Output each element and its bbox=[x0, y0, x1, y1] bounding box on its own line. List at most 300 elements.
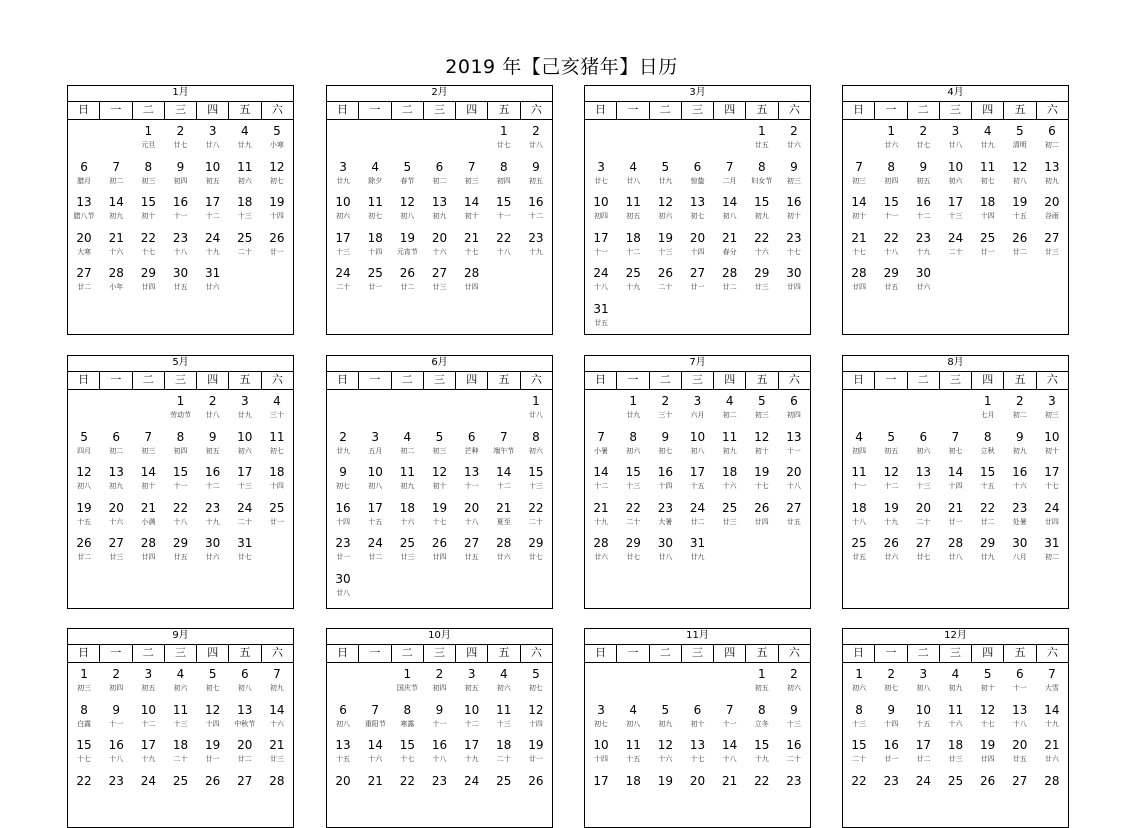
day-number: 4 bbox=[629, 702, 638, 717]
lunar-label: 五月 bbox=[368, 446, 383, 455]
day-number: 19 bbox=[76, 500, 92, 515]
day-number: 4 bbox=[855, 429, 863, 444]
day-number: 12 bbox=[657, 195, 673, 209]
lunar-label: 初五 bbox=[205, 176, 220, 185]
day-number: 20 bbox=[335, 773, 351, 788]
lunar-label: 元旦 bbox=[141, 141, 156, 149]
day-cell bbox=[617, 160, 649, 196]
lunar-label: 初三 bbox=[786, 176, 801, 185]
day-cell bbox=[261, 738, 293, 774]
day-number: 11 bbox=[979, 159, 996, 174]
lunar-label: 十三 bbox=[336, 247, 351, 256]
day-cell bbox=[875, 774, 907, 810]
day-cell bbox=[261, 394, 293, 430]
day-cell bbox=[391, 774, 423, 810]
day-cell bbox=[649, 195, 681, 231]
weekday-label: 三 bbox=[682, 102, 714, 119]
day-cell bbox=[843, 703, 875, 739]
day-cell bbox=[100, 231, 132, 267]
day-number: 15 bbox=[851, 738, 867, 752]
lunar-label: 十一 bbox=[464, 482, 479, 490]
lunar-label: 初二 bbox=[109, 176, 124, 185]
day-cell bbox=[261, 160, 293, 196]
day-number: 8 bbox=[532, 429, 540, 444]
day-number: 1 bbox=[983, 394, 992, 408]
day-cell bbox=[327, 501, 359, 537]
day-cell bbox=[164, 266, 196, 302]
day-cell bbox=[617, 465, 649, 501]
day-cell bbox=[488, 738, 520, 774]
day-number: 1 bbox=[887, 124, 896, 138]
lunar-label: 十四 bbox=[269, 212, 284, 220]
day-cell bbox=[875, 266, 907, 302]
lunar-label: 初五 bbox=[141, 684, 156, 692]
lunar-label: 十二 bbox=[205, 212, 220, 220]
weekday-header bbox=[327, 645, 552, 663]
day-number: 26 bbox=[883, 536, 899, 550]
lunar-label: 十三 bbox=[237, 482, 252, 490]
day-cell bbox=[746, 738, 778, 774]
day-cell bbox=[1004, 430, 1036, 466]
lunar-label: 十八 bbox=[109, 755, 124, 763]
weekday-label: 日 bbox=[843, 645, 875, 662]
day-number: 15 bbox=[979, 465, 996, 479]
lunar-label: 重阳节 bbox=[364, 719, 386, 728]
lunar-label: 初五 bbox=[205, 446, 220, 455]
weekday-label: 三 bbox=[424, 645, 456, 662]
day-cell bbox=[681, 536, 713, 572]
lunar-label: 初九 bbox=[1044, 176, 1059, 185]
day-cell bbox=[520, 738, 552, 774]
day-number: 3 bbox=[371, 429, 380, 444]
lunar-label: 初二 bbox=[1012, 411, 1027, 419]
day-cell bbox=[327, 536, 359, 572]
lunar-label: 十一 bbox=[852, 482, 867, 490]
lunar-label: 小年 bbox=[109, 283, 124, 291]
day-number: 24 bbox=[367, 536, 383, 550]
day-number: 5 bbox=[661, 159, 670, 174]
lunar-label: 大寒 bbox=[77, 247, 92, 256]
day-cell bbox=[261, 124, 293, 160]
lunar-label: 十九 bbox=[916, 247, 931, 256]
lunar-label: 初四 bbox=[496, 176, 511, 185]
lunar-label: 二十 bbox=[916, 517, 931, 526]
day-number: 10 bbox=[593, 195, 609, 209]
day-number: 24 bbox=[947, 230, 964, 245]
lunar-label: 十四 bbox=[980, 212, 995, 220]
day-number: 20 bbox=[108, 500, 124, 515]
day-number: 17 bbox=[593, 230, 609, 245]
day-number: 13 bbox=[76, 195, 92, 209]
day-number: 11 bbox=[625, 738, 641, 752]
lunar-label: 十五 bbox=[690, 482, 705, 490]
lunar-label: 十六 bbox=[432, 247, 447, 256]
lunar-label: 十二 bbox=[141, 719, 156, 728]
day-number: 5 bbox=[273, 124, 281, 138]
lunar-label: 初二 bbox=[1044, 141, 1059, 149]
day-number: 3 bbox=[693, 394, 702, 408]
day-cell bbox=[778, 394, 810, 430]
day-number: 7 bbox=[112, 159, 121, 174]
weekday-label: 二 bbox=[650, 372, 682, 389]
weekday-label: 四 bbox=[714, 102, 746, 119]
lunar-label: 初四 bbox=[432, 684, 447, 692]
day-number: 31 bbox=[204, 266, 221, 280]
day-number: 16 bbox=[786, 738, 802, 752]
day-cell bbox=[714, 394, 746, 430]
lunar-label: 初九 bbox=[400, 482, 415, 490]
day-cell bbox=[261, 703, 293, 739]
lunar-label: 初七 bbox=[269, 176, 284, 185]
day-number: 8 bbox=[176, 429, 185, 444]
lunar-label: 十九 bbox=[141, 755, 156, 763]
lunar-label: 廿四 bbox=[852, 283, 867, 291]
day-number: 24 bbox=[463, 773, 480, 788]
day-cell bbox=[1004, 738, 1036, 774]
lunar-label: 廿五 bbox=[786, 517, 801, 526]
month-title: 1月 bbox=[68, 86, 293, 102]
day-number: 12 bbox=[431, 465, 448, 479]
day-cell bbox=[68, 160, 100, 196]
weekday-label: 一 bbox=[100, 372, 132, 389]
lunar-label: 初十 bbox=[754, 446, 769, 455]
day-number: 8 bbox=[80, 702, 88, 717]
day-number: 18 bbox=[367, 230, 383, 245]
day-cell bbox=[746, 501, 778, 537]
day-cell bbox=[100, 195, 132, 231]
weekday-label: 六 bbox=[530, 646, 542, 659]
day-cell bbox=[617, 738, 649, 774]
day-cell bbox=[1004, 124, 1036, 160]
day-number: 18 bbox=[269, 465, 285, 479]
day-number: 30 bbox=[657, 536, 673, 550]
day-cell bbox=[423, 465, 455, 501]
lunar-label: 十七 bbox=[754, 482, 769, 490]
lunar-label: 十八 bbox=[496, 247, 511, 256]
lunar-label: 十三 bbox=[626, 482, 641, 490]
day-number: 2 bbox=[208, 394, 217, 408]
lunar-label: 初四 bbox=[594, 212, 609, 220]
day-number: 8 bbox=[887, 159, 896, 174]
lunar-label: 初七 bbox=[368, 212, 383, 220]
day-number: 9 bbox=[661, 429, 670, 444]
day-number: 6 bbox=[80, 159, 88, 174]
day-cell bbox=[681, 738, 713, 774]
lunar-label: 腊月 bbox=[77, 176, 92, 185]
day-number: 14 bbox=[496, 465, 512, 479]
day-cell bbox=[132, 231, 164, 267]
day-cell bbox=[939, 738, 971, 774]
day-cell bbox=[359, 266, 391, 302]
day-number: 12 bbox=[979, 702, 996, 717]
day-cell bbox=[197, 536, 229, 572]
weekday-label: 四 bbox=[714, 372, 746, 389]
lunar-label: 十七 bbox=[1044, 482, 1059, 490]
empty-cell bbox=[132, 394, 164, 430]
lunar-label: 十四 bbox=[948, 482, 963, 490]
lunar-label: 廿二 bbox=[77, 283, 92, 291]
day-cell bbox=[617, 501, 649, 537]
day-cell bbox=[197, 195, 229, 231]
day-cell bbox=[972, 160, 1004, 196]
day-number: 9 bbox=[435, 702, 444, 717]
weekday-label: 日 bbox=[585, 102, 617, 119]
lunar-label: 廿二 bbox=[722, 283, 737, 291]
day-cell bbox=[714, 501, 746, 537]
day-cell bbox=[875, 124, 907, 160]
day-number: 4 bbox=[403, 429, 412, 444]
day-number: 26 bbox=[76, 536, 92, 550]
day-number: 4 bbox=[371, 159, 380, 174]
day-number: 14 bbox=[721, 195, 738, 209]
day-number: 22 bbox=[140, 230, 156, 245]
lunar-label: 初十 bbox=[980, 684, 995, 692]
day-number: 30 bbox=[1012, 536, 1028, 550]
lunar-label: 廿七 bbox=[594, 176, 609, 185]
lunar-label: 十九 bbox=[594, 517, 609, 526]
day-number: 4 bbox=[951, 667, 960, 681]
day-cell bbox=[327, 738, 359, 774]
day-cell bbox=[261, 501, 293, 537]
weekday-label: 四 bbox=[456, 645, 488, 662]
day-cell bbox=[746, 703, 778, 739]
lunar-label: 初八 bbox=[400, 212, 415, 220]
day-cell bbox=[488, 703, 520, 739]
day-cell bbox=[456, 231, 488, 267]
day-cell bbox=[617, 536, 649, 572]
day-number: 24 bbox=[1044, 500, 1060, 515]
lunar-label: 十七 bbox=[464, 247, 479, 256]
day-number: 9 bbox=[919, 159, 928, 174]
lunar-label: 廿四 bbox=[141, 553, 156, 561]
lunar-label: 初九 bbox=[432, 212, 447, 220]
day-cell bbox=[132, 124, 164, 160]
lunar-label: 春分 bbox=[722, 247, 737, 256]
day-cell bbox=[939, 195, 971, 231]
day-number: 5 bbox=[1015, 124, 1024, 138]
empty-cell bbox=[617, 124, 649, 160]
lunar-label: 初七 bbox=[594, 719, 609, 728]
weekday-label: 四 bbox=[456, 372, 488, 389]
day-cell bbox=[714, 703, 746, 739]
day-cell bbox=[972, 738, 1004, 774]
day-cell bbox=[132, 195, 164, 231]
day-number: 4 bbox=[240, 124, 249, 138]
weekday-label: 六 bbox=[788, 646, 800, 659]
lunar-label: 初四 bbox=[173, 446, 188, 455]
day-number: 1 bbox=[629, 394, 638, 408]
lunar-label: 初二 bbox=[109, 446, 124, 455]
day-number: 18 bbox=[625, 773, 641, 788]
day-number: 19 bbox=[657, 230, 673, 245]
lunar-label: 十九 bbox=[884, 517, 899, 526]
day-cell bbox=[391, 430, 423, 466]
day-cell bbox=[875, 465, 907, 501]
day-cell bbox=[423, 536, 455, 572]
day-number: 17 bbox=[947, 195, 964, 209]
day-number: 17 bbox=[689, 465, 706, 479]
weekday-header bbox=[68, 372, 293, 390]
day-grid bbox=[585, 390, 810, 572]
day-number: 10 bbox=[335, 195, 351, 209]
day-cell bbox=[585, 774, 617, 810]
lunar-label: 初九 bbox=[754, 212, 769, 220]
day-number: 27 bbox=[1044, 230, 1060, 245]
lunar-label: 初六 bbox=[626, 446, 641, 455]
lunar-label: 初七 bbox=[884, 684, 899, 692]
empty-cell bbox=[681, 124, 713, 160]
day-number: 20 bbox=[1044, 195, 1060, 209]
lunar-label: 初七 bbox=[528, 684, 543, 692]
empty-cell bbox=[875, 394, 907, 430]
weekday-label: 四 bbox=[197, 372, 229, 389]
day-number: 1 bbox=[144, 124, 153, 138]
day-cell bbox=[681, 501, 713, 537]
day-cell bbox=[778, 465, 810, 501]
day-cell bbox=[261, 465, 293, 501]
day-number: 17 bbox=[593, 773, 609, 788]
day-number: 11 bbox=[399, 465, 415, 479]
lunar-label: 廿九 bbox=[658, 176, 673, 185]
day-number: 25 bbox=[399, 536, 415, 550]
lunar-label: 十九 bbox=[205, 517, 220, 526]
day-number: 28 bbox=[108, 266, 124, 280]
lunar-label: 大暑 bbox=[658, 517, 673, 526]
day-cell bbox=[907, 667, 939, 703]
day-cell bbox=[939, 501, 971, 537]
day-number: 6 bbox=[1048, 124, 1056, 138]
day-cell bbox=[164, 124, 196, 160]
lunar-label: 初五 bbox=[916, 176, 931, 185]
day-number: 3 bbox=[951, 124, 960, 138]
lunar-label: 十五 bbox=[336, 755, 351, 763]
lunar-label: 十三 bbox=[528, 482, 543, 490]
lunar-label: 廿六 bbox=[1044, 755, 1059, 763]
day-cell bbox=[972, 430, 1004, 466]
day-number: 14 bbox=[851, 195, 867, 209]
day-cell bbox=[68, 774, 100, 810]
day-cell bbox=[617, 394, 649, 430]
day-cell bbox=[164, 430, 196, 466]
weekday-label: 五 bbox=[746, 102, 778, 119]
lunar-label: 除夕 bbox=[368, 176, 383, 185]
day-cell bbox=[649, 160, 681, 196]
day-number: 1 bbox=[532, 394, 540, 408]
day-cell bbox=[229, 231, 261, 267]
lunar-label: 十九 bbox=[464, 755, 479, 763]
day-number: 26 bbox=[399, 266, 415, 280]
weekday-label: 四 bbox=[714, 645, 746, 662]
day-cell bbox=[164, 774, 196, 810]
day-number: 24 bbox=[335, 266, 351, 280]
lunar-label: 六月 bbox=[690, 411, 705, 419]
lunar-label: 初九 bbox=[1012, 446, 1027, 455]
day-cell bbox=[327, 266, 359, 302]
day-number: 25 bbox=[237, 230, 253, 245]
day-cell bbox=[972, 195, 1004, 231]
lunar-label: 廿一 bbox=[368, 283, 383, 291]
day-cell bbox=[1004, 536, 1036, 572]
lunar-label: 中秋节 bbox=[234, 719, 256, 728]
day-number: 9 bbox=[532, 159, 540, 174]
lunar-label: 十九 bbox=[626, 283, 641, 291]
day-cell bbox=[423, 266, 455, 302]
weekday-label: 二 bbox=[133, 645, 165, 662]
day-cell bbox=[778, 774, 810, 810]
day-number: 14 bbox=[947, 465, 964, 479]
day-cell bbox=[488, 465, 520, 501]
day-cell bbox=[681, 703, 713, 739]
weekday-label: 二 bbox=[392, 102, 424, 119]
day-number: 20 bbox=[463, 500, 480, 515]
lunar-label: 十七 bbox=[786, 247, 801, 256]
day-cell bbox=[359, 160, 391, 196]
day-cell bbox=[391, 266, 423, 302]
day-number: 19 bbox=[657, 773, 673, 788]
day-number: 23 bbox=[786, 773, 802, 788]
day-cell bbox=[359, 231, 391, 267]
lunar-label: 元宵节 bbox=[396, 247, 418, 256]
day-number: 18 bbox=[947, 738, 964, 752]
day-cell bbox=[1004, 703, 1036, 739]
lunar-label: 廿一 bbox=[528, 755, 543, 763]
day-cell bbox=[585, 195, 617, 231]
day-cell bbox=[100, 430, 132, 466]
lunar-label: 廿九 bbox=[237, 141, 252, 149]
lunar-label: 廿六 bbox=[594, 553, 609, 561]
lunar-label: 廿一 bbox=[690, 283, 705, 291]
day-cell bbox=[456, 195, 488, 231]
weekday-label: 二 bbox=[133, 102, 165, 119]
day-number: 25 bbox=[721, 500, 738, 515]
day-cell bbox=[585, 703, 617, 739]
lunar-label: 初五 bbox=[464, 684, 479, 692]
day-cell bbox=[649, 465, 681, 501]
lunar-label: 十二 bbox=[594, 482, 609, 490]
lunar-label: 十八 bbox=[1012, 719, 1027, 728]
day-number: 17 bbox=[463, 738, 480, 752]
day-cell bbox=[359, 430, 391, 466]
day-number: 27 bbox=[689, 266, 706, 280]
day-cell bbox=[359, 195, 391, 231]
day-cell bbox=[778, 266, 810, 302]
day-cell bbox=[391, 501, 423, 537]
weekday-label: 五 bbox=[229, 372, 261, 389]
day-grid bbox=[843, 390, 1068, 572]
lunar-label: 十七 bbox=[400, 755, 415, 763]
lunar-label: 廿二 bbox=[1012, 247, 1027, 256]
lunar-label: 十一 bbox=[1012, 684, 1027, 692]
day-grid bbox=[327, 663, 552, 809]
day-number: 23 bbox=[335, 536, 351, 550]
lunar-label: 惊蛰 bbox=[690, 176, 705, 185]
day-number: 14 bbox=[269, 702, 285, 717]
lunar-label: 初八 bbox=[368, 482, 383, 490]
day-number: 6 bbox=[435, 159, 444, 174]
weekday-label: 五 bbox=[229, 102, 261, 119]
day-number: 22 bbox=[496, 230, 512, 245]
day-cell bbox=[939, 430, 971, 466]
day-cell bbox=[488, 774, 520, 810]
day-number: 11 bbox=[237, 159, 253, 174]
day-cell bbox=[972, 465, 1004, 501]
lunar-label: 初二 bbox=[432, 176, 447, 185]
day-number: 11 bbox=[947, 702, 964, 717]
day-number: 3 bbox=[467, 667, 476, 681]
lunar-label: 十一 bbox=[109, 719, 124, 728]
day-cell bbox=[585, 738, 617, 774]
lunar-label: 初五 bbox=[626, 212, 641, 220]
